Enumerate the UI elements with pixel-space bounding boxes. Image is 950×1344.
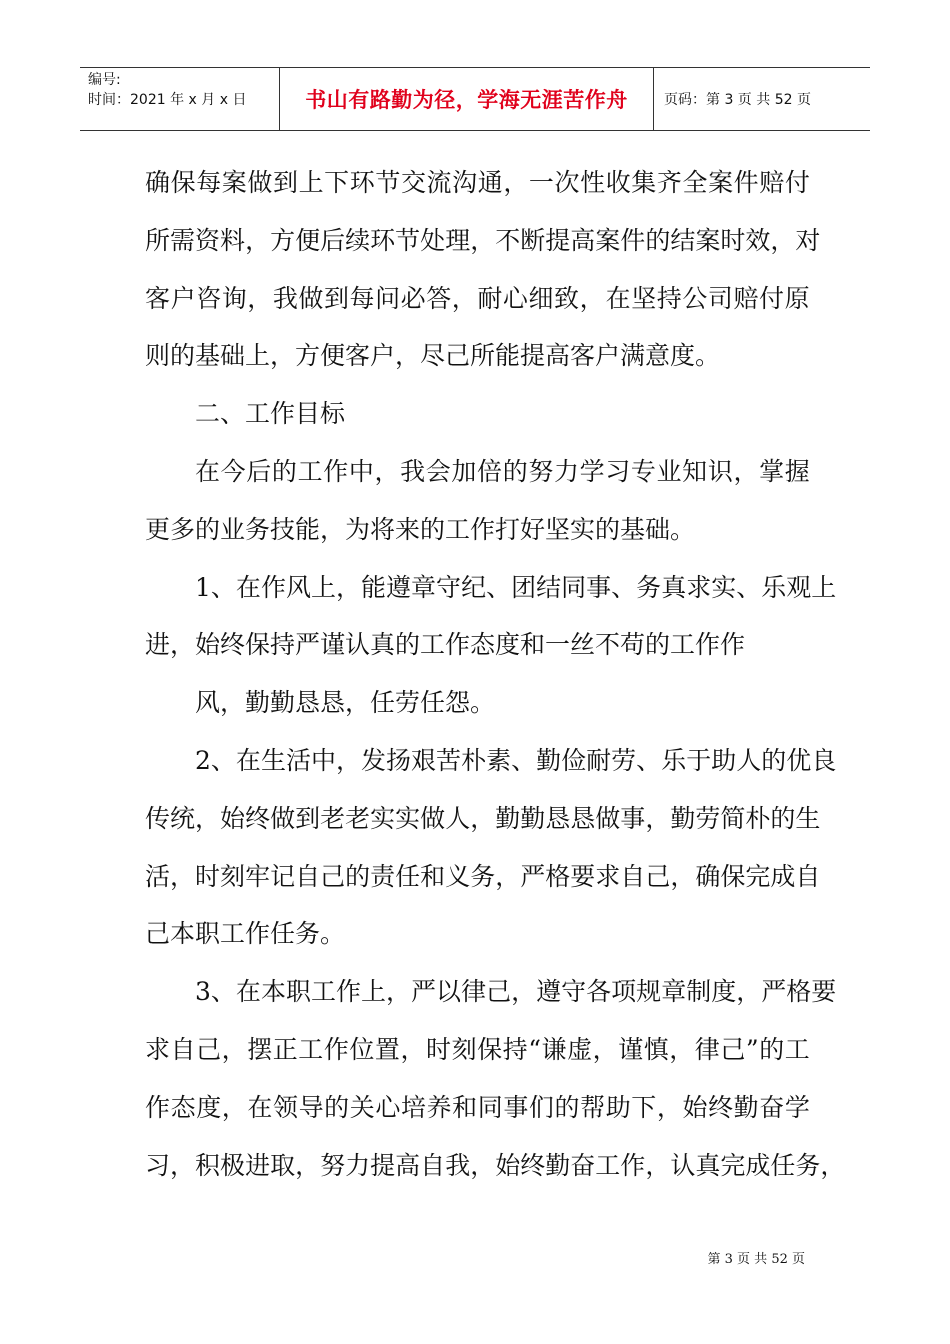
text-line: 传 统 ， 始 终 做 到 老 老 实 实 做 人 ， 勤 勤 恳 恳 做 事 ， 勤 劳 简 朴 的 生 [145, 803, 821, 833]
text-line: 2 、 在 生 活 中 ， 发 扬 艰 苦 朴 素 、 勤 俭 耐 劳 、 乐 于 助 人 的 优 良 [195, 745, 837, 775]
text-line: 更多的业务技能，为将来的工作打好坚实的基础。 [145, 514, 696, 544]
document-header [80, 67, 870, 131]
header-page-cell [654, 68, 870, 130]
text-line: 求 自 己 ， 摆 正 工 作 位 置 ， 时 刻 保 持 “ 谦 虚 ， 谨 慎 ， 律 己 ” 的 工 [145, 1034, 810, 1064]
text-line: 3 、 在 本 职 工 作 上 ， 严 以 律 己 ， 遵 守 各 项 规 章 制 度 ， 严 格 要 [195, 977, 837, 1007]
text-line: 习 ， 积 极 进 取 ， 努 力 提 高 自 我 ， 始 终 勤 奋 工 作 ， 认 真 完 成 任 务 ， [145, 1150, 846, 1180]
text-line: 己本职工作任务。 [145, 919, 346, 949]
header-meta-cell [80, 68, 280, 130]
text-line: 活 ， 时 刻 牢 记 自 己 的 责 任 和 义 务 ， 严 格 要 求 自 己 ， 确 保 完 成 自 [145, 861, 821, 891]
serial-number-label: 编号: [88, 72, 121, 88]
text-line: 则的基础上，方便客户，尽己所能提高客户满意度。 [145, 341, 721, 371]
text-line: 进，始终保持严谨认真的工作态度和一丝不苟的工作作 [145, 630, 746, 660]
document-body [145, 163, 846, 1203]
motto-text: 书山有路勤为径，学海无涯苦作舟 [305, 88, 628, 112]
header-page-number: 页码：第 3 页 共 52 页 [664, 92, 811, 108]
text-line: 风，勤勤恳恳，任劳任怨。 [195, 688, 496, 718]
section-heading: 二、工作目标 [195, 399, 346, 429]
text-line: 所 需 资 料 ， 方 便 后 续 环 节 处 理 ， 不 断 提 高 案 件 的 结 案 时 效 ， 对 [145, 225, 821, 255]
text-line: 在 今 后 的 工 作 中 ， 我 会 加 倍 的 努 力 学 习 专 业 知 识 ， 掌 握 [195, 456, 810, 486]
date-label: 时间：2021 年 x 月 x 日 [88, 92, 247, 108]
text-line: 确 保 每 案 做 到 上 下 环 节 交 流 沟 通 ， 一 次 性 收 集 齐 全 案 件 赔 付 [145, 168, 810, 197]
text-line: 1 、 在 作 风 上 ， 能 遵 章 守 纪 、 团 结 同 事 、 务 真 求 实 、 乐 观 上 [195, 572, 837, 602]
text-line: 客 户 咨 询 ， 我 做 到 每 问 必 答 ， 耐 心 细 致 ， 在 坚 持 公 司 赔 付 原 [145, 283, 810, 313]
footer-page-number: 第 3 页 共 52 页 [707, 1252, 805, 1267]
header-motto-cell [280, 68, 654, 130]
text-line: 作 态 度 ， 在 领 导 的 关 心 培 养 和 同 事 们 的 帮 助 下 ， 始 终 勤 奋 学 [145, 1092, 810, 1122]
